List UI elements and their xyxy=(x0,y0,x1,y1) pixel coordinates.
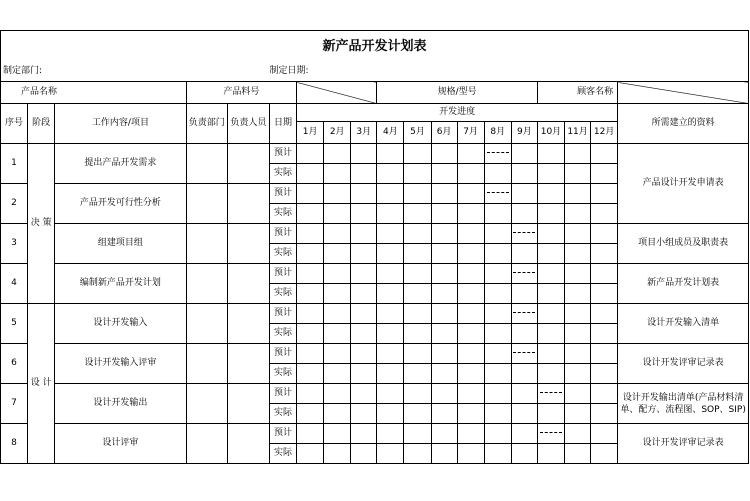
month-cell[interactable] xyxy=(484,344,511,364)
planned-dash-mark xyxy=(513,272,535,273)
month-cell[interactable] xyxy=(297,184,324,204)
month-cell[interactable] xyxy=(297,444,324,464)
month-cell[interactable] xyxy=(324,244,351,264)
month-cell[interactable] xyxy=(351,304,377,324)
month-cell[interactable] xyxy=(431,424,457,444)
month-cell[interactable] xyxy=(297,324,324,344)
month-cell[interactable] xyxy=(297,404,324,424)
month-cell[interactable] xyxy=(324,384,351,404)
month-header: 4月 xyxy=(377,122,404,144)
month-cell[interactable] xyxy=(457,344,484,364)
task-content: 设计开发输入 xyxy=(55,304,186,344)
month-cell[interactable] xyxy=(324,184,351,204)
month-cell[interactable] xyxy=(351,184,377,204)
month-cell[interactable] xyxy=(297,244,324,264)
month-header: 8月 xyxy=(484,122,511,144)
month-cell[interactable] xyxy=(404,184,431,204)
month-cell[interactable] xyxy=(324,284,351,304)
month-cell[interactable] xyxy=(324,444,351,464)
month-cell[interactable] xyxy=(377,184,404,204)
month-cell[interactable] xyxy=(457,264,484,284)
task-content: 设计开发输入评审 xyxy=(55,344,186,384)
month-cell[interactable] xyxy=(457,324,484,344)
month-cell[interactable] xyxy=(324,304,351,324)
phase-cell: 设 计 xyxy=(28,304,55,464)
month-cell[interactable] xyxy=(404,224,431,244)
table-row xyxy=(1,384,749,404)
dept-cell[interactable] xyxy=(186,344,227,384)
month-cell[interactable] xyxy=(404,444,431,464)
month-cell[interactable] xyxy=(565,364,591,384)
table-row xyxy=(1,344,749,364)
month-cell[interactable] xyxy=(537,324,564,344)
month-cell[interactable] xyxy=(591,304,618,324)
month-cell[interactable] xyxy=(351,164,377,184)
month-cell[interactable] xyxy=(484,164,511,184)
planned-dash-mark xyxy=(487,152,509,153)
month-cell[interactable] xyxy=(537,144,564,164)
plan-label: 预计 xyxy=(269,304,296,324)
month-cell[interactable] xyxy=(431,144,457,164)
month-cell[interactable] xyxy=(537,264,564,284)
month-header: 3月 xyxy=(351,122,377,144)
month-cell[interactable] xyxy=(537,304,564,324)
month-cell[interactable] xyxy=(431,224,457,244)
month-cell[interactable] xyxy=(565,344,591,364)
month-cell[interactable] xyxy=(484,304,511,324)
month-cell[interactable] xyxy=(377,304,404,324)
dept-cell[interactable] xyxy=(186,144,227,184)
month-cell[interactable] xyxy=(431,344,457,364)
month-cell[interactable] xyxy=(591,384,618,404)
month-cell[interactable] xyxy=(457,184,484,204)
month-cell[interactable] xyxy=(457,284,484,304)
task-content: 产品开发可行性分析 xyxy=(55,184,186,224)
month-cell[interactable] xyxy=(484,264,511,284)
dept-cell[interactable] xyxy=(186,264,227,304)
month-cell[interactable] xyxy=(431,264,457,284)
planned-mark-cell[interactable] xyxy=(484,144,511,164)
task-seq: 1 xyxy=(1,144,28,184)
month-cell[interactable] xyxy=(377,384,404,404)
planned-mark-cell[interactable] xyxy=(537,384,564,404)
actual-label: 实际 xyxy=(269,364,296,384)
spec-label: 规格/型号 xyxy=(377,82,538,104)
month-cell[interactable] xyxy=(297,344,324,364)
month-cell[interactable] xyxy=(351,144,377,164)
month-cell[interactable] xyxy=(377,224,404,244)
progress-header: 开发进度 xyxy=(297,104,618,122)
month-header: 2月 xyxy=(324,122,351,144)
month-cell[interactable] xyxy=(565,224,591,244)
month-cell[interactable] xyxy=(537,404,564,424)
month-cell[interactable] xyxy=(431,184,457,204)
required-doc: 产品设计开发申请表 xyxy=(618,144,749,224)
month-cell[interactable] xyxy=(591,404,618,424)
month-cell[interactable] xyxy=(537,284,564,304)
month-cell[interactable] xyxy=(351,344,377,364)
planned-dash-mark xyxy=(513,352,535,353)
page-title: 新产品开发计划表 xyxy=(1,31,749,62)
month-cell[interactable] xyxy=(377,144,404,164)
month-cell[interactable] xyxy=(324,264,351,284)
month-cell[interactable] xyxy=(351,244,377,264)
product-code-label: 产品料号 xyxy=(186,82,296,104)
month-cell[interactable] xyxy=(351,444,377,464)
date-header: 日期 xyxy=(269,104,296,144)
month-cell[interactable] xyxy=(591,424,618,444)
month-cell[interactable] xyxy=(297,264,324,284)
month-cell[interactable] xyxy=(511,144,537,164)
month-cell[interactable] xyxy=(351,364,377,384)
month-cell[interactable] xyxy=(351,204,377,224)
month-cell[interactable] xyxy=(457,404,484,424)
owner-cell[interactable] xyxy=(227,264,269,304)
month-header: 1月 xyxy=(297,122,324,144)
month-cell[interactable] xyxy=(565,284,591,304)
month-cell[interactable] xyxy=(457,224,484,244)
phase-cell: 决 策 xyxy=(28,144,55,304)
month-cell[interactable] xyxy=(431,404,457,424)
planned-mark-cell[interactable] xyxy=(484,184,511,204)
required-doc: 设计开发输入清单 xyxy=(618,304,749,344)
owner-cell[interactable] xyxy=(227,224,269,264)
planned-dash-mark xyxy=(513,312,535,313)
dept-cell[interactable] xyxy=(186,384,227,424)
task-seq: 6 xyxy=(1,344,28,384)
month-cell[interactable] xyxy=(457,244,484,264)
month-cell[interactable] xyxy=(591,444,618,464)
month-cell[interactable] xyxy=(457,424,484,444)
month-cell[interactable] xyxy=(404,284,431,304)
month-cell[interactable] xyxy=(351,324,377,344)
month-cell[interactable] xyxy=(431,364,457,384)
month-cell[interactable] xyxy=(591,144,618,164)
month-cell[interactable] xyxy=(457,364,484,384)
month-cell[interactable] xyxy=(404,144,431,164)
month-cell[interactable] xyxy=(511,324,537,344)
month-cell[interactable] xyxy=(484,424,511,444)
month-cell[interactable] xyxy=(404,364,431,384)
month-cell[interactable] xyxy=(297,304,324,324)
content-header: 工作内容/项目 xyxy=(55,104,186,144)
month-cell[interactable] xyxy=(324,344,351,364)
month-cell[interactable] xyxy=(484,324,511,344)
month-cell[interactable] xyxy=(591,184,618,204)
planned-dash-mark xyxy=(513,232,535,233)
month-cell[interactable] xyxy=(324,164,351,184)
month-cell[interactable] xyxy=(377,404,404,424)
month-cell[interactable] xyxy=(511,404,537,424)
month-cell[interactable] xyxy=(351,424,377,444)
month-cell[interactable] xyxy=(591,344,618,364)
month-cell[interactable] xyxy=(537,164,564,184)
month-cell[interactable] xyxy=(565,264,591,284)
month-cell[interactable] xyxy=(377,264,404,284)
month-cell[interactable] xyxy=(484,404,511,424)
task-content: 组建项目组 xyxy=(55,224,186,264)
month-cell[interactable] xyxy=(591,264,618,284)
month-cell[interactable] xyxy=(404,304,431,324)
month-cell[interactable] xyxy=(377,164,404,184)
required-doc: 设计开发输出清单(产品材料清单、配方、流程图、SOP、SIP) xyxy=(618,384,749,424)
month-cell[interactable] xyxy=(431,244,457,264)
owner-cell[interactable] xyxy=(227,384,269,424)
month-cell[interactable] xyxy=(377,284,404,304)
month-cell[interactable] xyxy=(297,164,324,184)
month-header: 6月 xyxy=(431,122,457,144)
seq-header: 序号 xyxy=(1,104,28,144)
task-content: 提出产品开发需求 xyxy=(55,144,186,184)
planned-dash-mark xyxy=(540,392,562,393)
month-cell[interactable] xyxy=(457,444,484,464)
month-cell[interactable] xyxy=(565,244,591,264)
month-cell[interactable] xyxy=(565,164,591,184)
month-cell[interactable] xyxy=(565,444,591,464)
month-cell[interactable] xyxy=(537,184,564,204)
month-cell[interactable] xyxy=(431,324,457,344)
month-cell[interactable] xyxy=(511,364,537,384)
month-cell[interactable] xyxy=(404,404,431,424)
actual-label: 实际 xyxy=(269,164,296,184)
customer-value[interactable] xyxy=(618,82,749,104)
month-cell[interactable] xyxy=(377,424,404,444)
month-cell[interactable] xyxy=(484,284,511,304)
task-seq: 8 xyxy=(1,424,28,464)
dept-cell[interactable] xyxy=(186,424,227,464)
month-cell[interactable] xyxy=(565,404,591,424)
month-cell[interactable] xyxy=(591,204,618,224)
month-cell[interactable] xyxy=(537,244,564,264)
task-seq: 4 xyxy=(1,264,28,304)
month-cell[interactable] xyxy=(511,424,537,444)
month-cell[interactable] xyxy=(404,344,431,364)
month-cell[interactable] xyxy=(511,184,537,204)
month-cell[interactable] xyxy=(431,384,457,404)
month-cell[interactable] xyxy=(324,204,351,224)
month-cell[interactable] xyxy=(565,384,591,404)
month-cell[interactable] xyxy=(351,264,377,284)
month-cell[interactable] xyxy=(565,424,591,444)
actual-label: 实际 xyxy=(269,404,296,424)
plan-label: 预计 xyxy=(269,184,296,204)
actual-label: 实际 xyxy=(269,204,296,224)
owner-cell[interactable] xyxy=(227,344,269,384)
month-cell[interactable] xyxy=(484,224,511,244)
month-cell[interactable] xyxy=(404,424,431,444)
month-cell[interactable] xyxy=(324,144,351,164)
table-row xyxy=(1,144,749,164)
dept-cell[interactable] xyxy=(186,184,227,224)
month-cell[interactable] xyxy=(511,284,537,304)
month-cell[interactable] xyxy=(404,264,431,284)
table-row xyxy=(1,424,749,444)
phase-header: 阶段 xyxy=(28,104,55,144)
task-seq: 7 xyxy=(1,384,28,424)
planned-dash-mark xyxy=(487,192,509,193)
month-cell[interactable] xyxy=(565,304,591,324)
month-cell[interactable] xyxy=(351,224,377,244)
month-cell[interactable] xyxy=(565,144,591,164)
month-cell[interactable] xyxy=(297,204,324,224)
month-cell[interactable] xyxy=(377,364,404,384)
owner-cell[interactable] xyxy=(227,424,269,464)
month-cell[interactable] xyxy=(297,364,324,384)
month-cell[interactable] xyxy=(484,364,511,384)
month-cell[interactable] xyxy=(537,444,564,464)
task-seq: 3 xyxy=(1,224,28,264)
month-header: 11月 xyxy=(565,122,591,144)
date-label: 制定日期: xyxy=(269,61,748,82)
month-cell[interactable] xyxy=(377,204,404,224)
month-cell[interactable] xyxy=(484,244,511,264)
owner-cell[interactable] xyxy=(227,184,269,224)
month-cell[interactable] xyxy=(511,164,537,184)
table-row xyxy=(1,224,749,244)
month-cell[interactable] xyxy=(591,324,618,344)
month-cell[interactable] xyxy=(324,424,351,444)
table-row xyxy=(1,264,749,284)
month-cell[interactable] xyxy=(591,284,618,304)
month-cell[interactable] xyxy=(297,424,324,444)
month-cell[interactable] xyxy=(537,344,564,364)
planned-mark-cell[interactable] xyxy=(511,264,537,284)
month-cell[interactable] xyxy=(351,404,377,424)
plan-label: 预计 xyxy=(269,344,296,364)
month-cell[interactable] xyxy=(297,284,324,304)
month-cell[interactable] xyxy=(324,404,351,424)
month-cell[interactable] xyxy=(324,364,351,384)
month-cell[interactable] xyxy=(431,444,457,464)
month-cell[interactable] xyxy=(457,304,484,324)
dept-label: 制定部门: xyxy=(1,61,270,82)
actual-label: 实际 xyxy=(269,284,296,304)
required-doc: 设计开发评审记录表 xyxy=(618,344,749,384)
month-cell[interactable] xyxy=(565,204,591,224)
owner-header: 负责人员 xyxy=(227,104,269,144)
plan-label: 预计 xyxy=(269,384,296,404)
actual-label: 实际 xyxy=(269,324,296,344)
month-cell[interactable] xyxy=(591,244,618,264)
month-cell[interactable] xyxy=(377,444,404,464)
month-cell[interactable] xyxy=(297,144,324,164)
plan-label: 预计 xyxy=(269,264,296,284)
owner-cell[interactable] xyxy=(227,144,269,184)
actual-label: 实际 xyxy=(269,244,296,264)
required-doc: 项目小组成员及职责表 xyxy=(618,224,749,264)
month-cell[interactable] xyxy=(457,204,484,224)
task-content: 编制新产品开发计划 xyxy=(55,264,186,304)
month-header: 12月 xyxy=(591,122,618,144)
required-doc: 设计开发评审记录表 xyxy=(618,424,749,464)
task-seq: 2 xyxy=(1,184,28,224)
plan-label: 预计 xyxy=(269,144,296,164)
product-code-value[interactable] xyxy=(297,82,377,104)
month-cell[interactable] xyxy=(351,384,377,404)
task-content: 设计评审 xyxy=(55,424,186,464)
month-cell[interactable] xyxy=(324,224,351,244)
planned-mark-cell[interactable] xyxy=(511,344,537,364)
planned-mark-cell[interactable] xyxy=(537,424,564,444)
month-cell[interactable] xyxy=(404,324,431,344)
table-row xyxy=(1,304,749,324)
month-cell[interactable] xyxy=(565,184,591,204)
planned-mark-cell[interactable] xyxy=(511,304,537,324)
dept-cell[interactable] xyxy=(186,224,227,264)
month-cell[interactable] xyxy=(377,244,404,264)
month-cell[interactable] xyxy=(484,204,511,224)
month-cell[interactable] xyxy=(457,384,484,404)
planned-dash-mark xyxy=(540,432,562,433)
month-cell[interactable] xyxy=(511,204,537,224)
product-name-label: 产品名称 xyxy=(1,82,187,104)
plan-label: 预计 xyxy=(269,424,296,444)
customer-label: 顾客名称 xyxy=(537,82,617,104)
month-header: 9月 xyxy=(511,122,537,144)
month-cell[interactable] xyxy=(297,224,324,244)
month-cell[interactable] xyxy=(537,204,564,224)
month-cell[interactable] xyxy=(511,384,537,404)
task-content: 设计开发输出 xyxy=(55,384,186,424)
month-cell[interactable] xyxy=(537,364,564,384)
month-cell[interactable] xyxy=(431,204,457,224)
month-cell[interactable] xyxy=(404,204,431,224)
month-cell[interactable] xyxy=(431,164,457,184)
month-cell[interactable] xyxy=(591,164,618,184)
month-cell[interactable] xyxy=(377,324,404,344)
month-cell[interactable] xyxy=(537,224,564,244)
owner-cell[interactable] xyxy=(227,304,269,344)
month-header: 7月 xyxy=(457,122,484,144)
dept-header: 负责部门 xyxy=(186,104,227,144)
month-header: 10月 xyxy=(537,122,564,144)
month-header: 5月 xyxy=(404,122,431,144)
planned-mark-cell[interactable] xyxy=(511,224,537,244)
month-cell[interactable] xyxy=(431,304,457,324)
month-cell[interactable] xyxy=(511,444,537,464)
month-cell[interactable] xyxy=(404,164,431,184)
month-cell[interactable] xyxy=(351,284,377,304)
month-cell[interactable] xyxy=(457,144,484,164)
month-cell[interactable] xyxy=(591,224,618,244)
dept-cell[interactable] xyxy=(186,304,227,344)
month-cell[interactable] xyxy=(511,244,537,264)
docs-header: 所需建立的资料 xyxy=(618,104,749,144)
month-cell[interactable] xyxy=(591,364,618,384)
month-cell[interactable] xyxy=(297,384,324,404)
month-cell[interactable] xyxy=(404,384,431,404)
month-cell[interactable] xyxy=(457,164,484,184)
task-seq: 5 xyxy=(1,304,28,344)
month-cell[interactable] xyxy=(431,284,457,304)
required-doc: 新产品开发计划表 xyxy=(618,264,749,304)
month-cell[interactable] xyxy=(324,324,351,344)
actual-label: 实际 xyxy=(269,444,296,464)
month-cell[interactable] xyxy=(484,444,511,464)
plan-label: 预计 xyxy=(269,224,296,244)
month-cell[interactable] xyxy=(565,324,591,344)
month-cell[interactable] xyxy=(404,244,431,264)
month-cell[interactable] xyxy=(484,384,511,404)
development-plan-table xyxy=(0,30,749,464)
month-cell[interactable] xyxy=(377,344,404,364)
